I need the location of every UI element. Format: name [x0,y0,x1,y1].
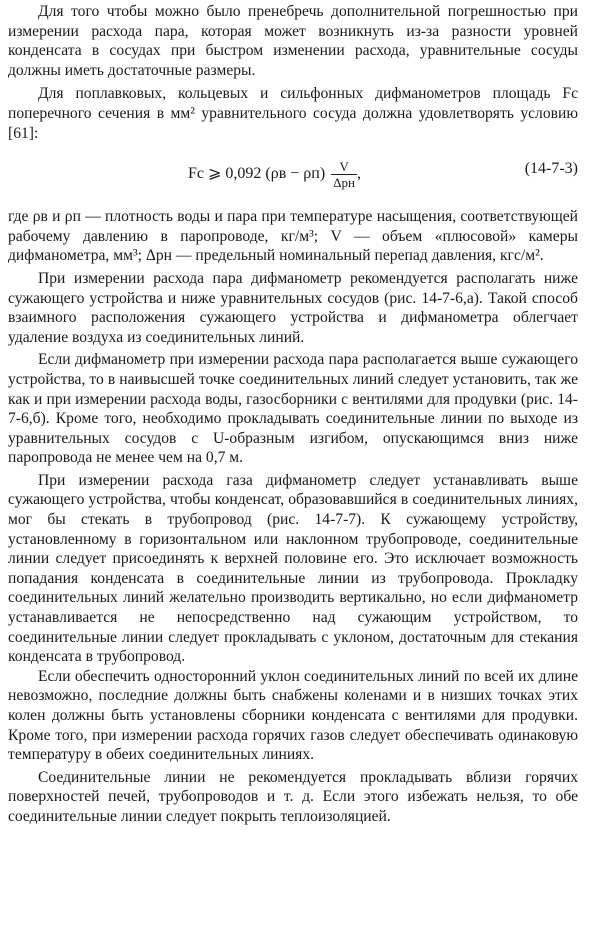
equation-number: (14-7-3) [524,160,578,178]
formula-tail: , [357,165,361,183]
paragraph-2: Для поплавковых, кольцевых и сильфонных дифманометров площадь Fс поперечного сечения в мм² уравнительного сосуда должна удовлетворять условию [61]: [8,85,578,142]
paragraph-1: Для того чтобы можно было пренебречь дополнительной погрешностью при измерении расхода пара, которая может возникнуть из-за разности уровней конденсата в сосудах при быстром изменении расхода, уравнительные сосуды должны иметь достаточные размеры. [8,3,578,79]
formula-fraction [331,159,357,190]
paragraph-4: При измерении расхода пара дифманометр рекомендуется располагать ниже сужающего устройства и ниже уравнительных сосудов (рис. 14-7-6,а). Такой способ взаимного расположения сужающего устройства и дифманометра облегчает удаление воздуха из соединительных линий. [8,269,578,346]
formula-block [8,145,578,203]
paragraph-8: Соединительные линии не рекомендуется прокладывать вблизи горячих поверхностей печей, трубопроводов и т. д. Если этого избежать нельзя, то обе соединительные линии следует покрыть теплоизоляцией. [8,768,578,825]
formula-numerator: V [331,159,357,175]
formula-lhs: Fс ⩾ 0,092 (ρв − ρп) [188,165,326,183]
paragraph-3: где ρв и ρп — плотность воды и пара при температуре насыщения, соответствующей рабочему давлению в паропроводе, кг/м³; V — объем «плюсовой» камеры дифманометра, мм³; Δpн — предельный номинальный перепад давления, кгс/м². [8,208,578,265]
formula-expression [188,159,361,190]
paragraph-6: При измерении расхода газа дифманометр следует устанавливать выше сужающего устройства, чтобы конденсат, образовавшийся в соединительных линиях, мог бы стекать в трубопровод (рис. 14-7-7). К сужающему устройству, установленному в горизонтальном или наклонном трубопроводе, соединительные линии следует присоединять к верхней половине его. Это исключает возможность попадания конденсата в соединительные линии из трубопровода. Прокладку соединительных линий желательно производить вертикально, но если дифманометр устанавливается не непосредственно над сужающим устройством, то соединительные линии следует прокладывать с уклоном, достаточным для стекания конденсата в трубопровод. [8,471,578,666]
paragraph-5: Если дифманометр при измерении расхода пара располагается выше сужающего устройства, то в наивысшей точке соединительных линий следует установить, так же как и при измерении расхода воды, газосборники с вентилями для продувки (рис. 14-7-6,б). Кроме того, необходимо прокладывать соединительные линии по выходе из уравнительных сосудов с U-образным изгибом, опускающимся вниз ниже паропровода не менее чем на 0,7 м. [8,351,578,467]
formula-denominator: Δpн [333,175,355,191]
paragraph-7: Если обеспечить односторонний уклон соединительных линий по всей их длине невозможно, последние должны быть снабжены коленами и в низших точках этих колен должны быть установлены сборники конденсата с вентилями для продувки. Кроме того, при измерении расхода горячих газов следует обеспечивать одинаковую температуру в обеих соединительных линиях. [8,667,578,764]
